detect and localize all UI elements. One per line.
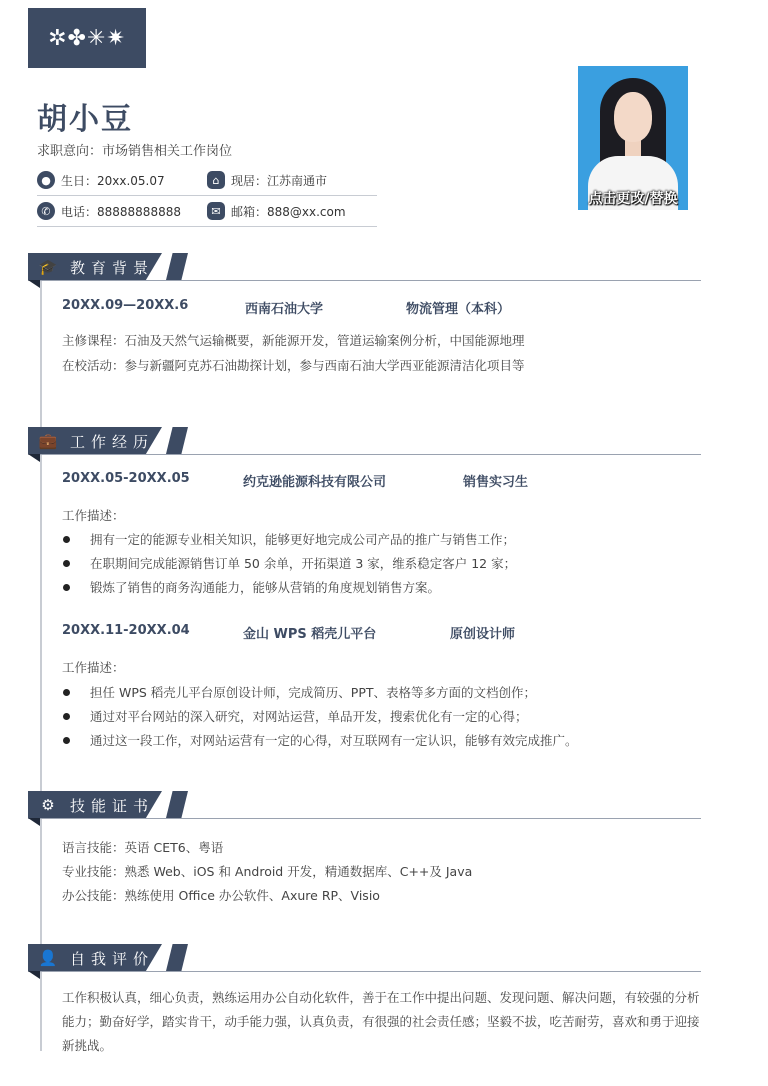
list-item — [62, 554, 516, 572]
list-item-text: 锻炼了销售的商务沟通能力，能够从营销的角度规划销售方案。 — [90, 580, 441, 595]
bullet-dot — [63, 536, 70, 543]
section-stripe — [166, 944, 188, 971]
section-fold — [28, 818, 40, 826]
bullet-dot — [63, 584, 70, 591]
section-title: 工作经历 — [70, 433, 155, 451]
education-period: 20XX.09—20XX.6 — [62, 298, 189, 313]
section-divider — [28, 454, 701, 455]
section-title: 教育背景 — [70, 259, 155, 277]
work-company: 金山 WPS 稻壳儿平台 — [243, 627, 377, 642]
candidate-name: 胡小豆 — [37, 102, 133, 137]
work-period: 20XX.11-20XX.04 — [62, 623, 190, 638]
gear-icon: ⚙ — [41, 796, 55, 814]
work-desc-label: 工作描述： — [62, 508, 125, 523]
work-period: 20XX.05-20XX.05 — [62, 471, 190, 486]
section-divider — [28, 818, 701, 819]
residence-text: 现居：江苏南通市 — [231, 173, 328, 188]
section-header-work — [28, 427, 701, 455]
work-role: 销售实习生 — [463, 475, 529, 490]
section-title: 技能证书 — [70, 797, 155, 815]
self-evaluation-text: 工作积极认真，细心负责，熟练运用办公自动化软件，善于在工作中提出问题、发现问题、解决问题，有较强的分析能力；勤奋好学，踏实肯干，动手能力强，认真负责，有很强的社会责任感；坚毅不拔，吃苦耐劳，喜欢和勇于迎接新挑战。 — [62, 990, 700, 1053]
work-company: 约克逊能源科技有限公司 — [243, 475, 387, 490]
bullet-dot — [63, 737, 70, 744]
education-major: 物流管理（本科） — [406, 302, 511, 317]
bullet-dot — [63, 713, 70, 720]
profile-photo[interactable] — [578, 66, 688, 210]
person-icon: 👤 — [38, 949, 58, 967]
photo-face — [614, 92, 652, 142]
section-header-education — [28, 253, 701, 281]
section-header-skills — [28, 791, 701, 819]
education-activities: 在校活动：参与新疆阿克苏石油勘探计划，参与西南石油大学西亚能源清洁化项目等 — [62, 358, 525, 373]
skills-language: 语言技能：英语 CET6、粤语 — [62, 840, 224, 855]
work-role: 原创设计师 — [450, 627, 516, 642]
briefcase-icon: 💼 — [38, 432, 58, 450]
bullet-dot — [63, 560, 70, 567]
list-item-text: 通过这一段工作，对网站运营有一定的心得，对互联网有一定认识，能够有效完成推广。 — [90, 733, 578, 748]
phone-field — [37, 202, 181, 220]
education-courses: 主修课程：石油及天然气运输概要，新能源开发，管道运输案例分析，中国能源地理 — [62, 333, 525, 348]
user-circle-icon: ● — [37, 171, 55, 189]
list-item — [62, 707, 528, 725]
section-fold — [28, 454, 40, 462]
list-item — [62, 731, 578, 749]
phone-text: 电话：88888888888 — [61, 204, 181, 219]
section-fold — [28, 280, 40, 288]
list-item-text: 通过对平台网站的深入研究，对网站运营，单品开发，搜索优化有一定的心得； — [90, 709, 528, 724]
list-item-text: 担任 WPS 稻壳儿平台原创设计师，完成简历、PPT、表格等多方面的文档创作； — [90, 685, 536, 700]
phone-icon: ✆ — [37, 202, 55, 220]
skills-office: 办公技能：熟练使用 Office 办公软件、Axure RP、Visio — [62, 888, 380, 903]
section-stripe — [166, 427, 188, 454]
education-school: 西南石油大学 — [245, 302, 324, 317]
info-row-2 — [37, 199, 377, 227]
section-stripe — [166, 253, 188, 280]
section-title: 自我评价 — [70, 950, 155, 968]
list-item — [62, 578, 440, 596]
graduation-cap-icon: 🎓 — [38, 258, 58, 276]
email-text: 邮箱：888@xx.com — [231, 204, 346, 219]
birthday-text: 生日：20xx.05.07 — [61, 173, 165, 188]
job-intent: 求职意向：市场销售相关工作岗位 — [37, 144, 233, 159]
list-item — [62, 530, 515, 548]
residence-field — [207, 171, 327, 189]
info-row-1 — [37, 168, 377, 196]
photo-replace-caption[interactable]: 点击更改/替换 — [588, 191, 678, 207]
bullet-dot — [63, 689, 70, 696]
list-item-text: 在职期间完成能源销售订单 50 余单，开拓渠道 3 家，维系稳定客户 12 家； — [90, 556, 517, 571]
skills-professional: 专业技能：熟悉 Web、iOS 和 Android 开发，精通数据库、C++及 Java — [62, 864, 473, 879]
logo-text: ✲✤✳✷ — [48, 25, 126, 51]
section-divider — [28, 280, 701, 281]
birthday-field — [37, 171, 165, 189]
list-item-text: 拥有一定的能源专业相关知识，能够更好地完成公司产品的推广与销售工作； — [90, 532, 516, 547]
section-stripe — [166, 791, 188, 818]
section-fold — [28, 971, 40, 979]
email-field — [207, 202, 346, 220]
timeline-rule — [40, 268, 42, 1051]
logo — [28, 8, 146, 68]
section-divider — [28, 971, 701, 972]
work-desc-label: 工作描述： — [62, 660, 125, 675]
home-icon: ⌂ — [207, 171, 225, 189]
mail-icon: ✉ — [207, 202, 225, 220]
list-item — [62, 683, 536, 701]
section-header-evaluation — [28, 944, 701, 972]
